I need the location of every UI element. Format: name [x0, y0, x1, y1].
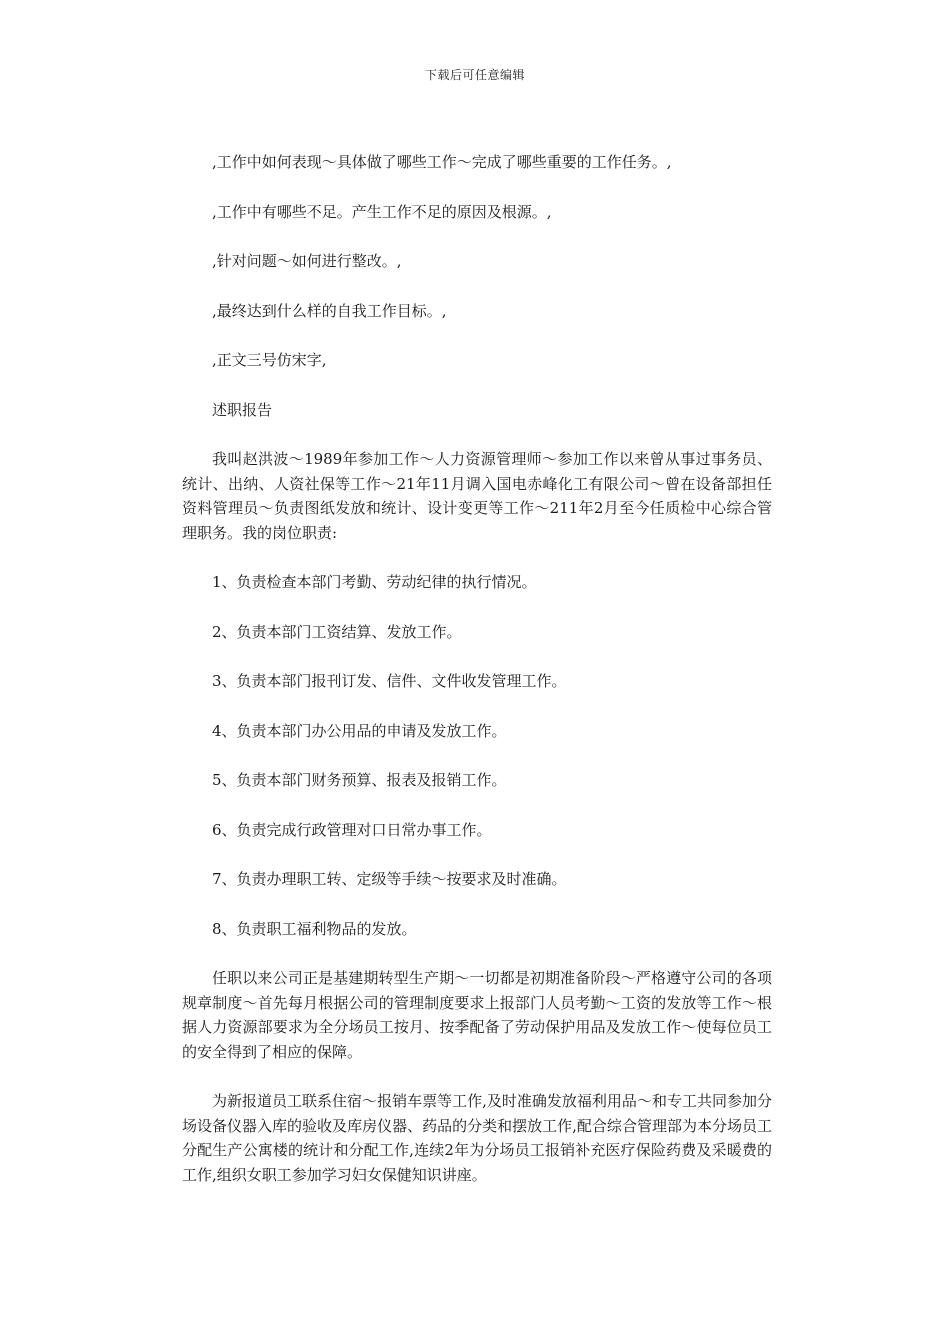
outline-line-4: ,最终达到什么样的自我工作目标。, — [212, 301, 447, 320]
duty-item-4: 4、负责本部门办公用品的申请及发放工作。 — [212, 721, 507, 740]
staff-paragraph: 为新报道员工联系住宿～报销车票等工作,及时准确发放福利用品～和专工共同参加分场设备仪器入库的验收及库房仪器、药品的分类和摆放工作,配合综合管理部为本分场员工分配生产公寓楼的统计和分配工作,连续2年为分场员工报销补充医疗保险药费及采暖费的工作,组织女职工参加学习妇女保健知识讲座。 — [182, 1092, 772, 1184]
duty-item-8: 8、负责职工福利物品的发放。 — [212, 919, 417, 938]
outline-line-3: ,针对问题～如何进行整改。, — [212, 252, 402, 270]
outline-line-1: ,工作中如何表现～具体做了哪些工作～完成了哪些重要的工作任务。, — [212, 153, 672, 171]
duty-item-6: 6、负责完成行政管理对口日常办事工作。 — [212, 820, 492, 839]
document-body — [182, 150, 772, 1212]
duty-item-2: 2、负责本部门工资结算、发放工作。 — [212, 622, 462, 641]
duty-item-3: 3、负责本部门报刊订发、信件、文件收发管理工作。 — [212, 672, 567, 690]
intro-paragraph: 我叫赵洪波～1989年参加工作～人力资源管理师～参加工作以来曾从事过事务员、统计、出纳、人资社保等工作～21年11月调入国电赤峰化工有限公司～曾在设备部担任资料管理员～负责图纸发放和统计、设计变更等工作～211年2月至今任质检中心综合管理职务。我的岗位职责: — [182, 450, 772, 542]
duty-item-7: 7、负责办理职工转、定级等手续～按要求及时准确。 — [212, 870, 567, 888]
outline-line-2: ,工作中有哪些不足。产生工作不足的原因及根源。, — [212, 202, 552, 221]
duty-item-1: 1、负责检查本部门考勤、劳动纪律的执行情况。 — [212, 573, 537, 591]
duty-item-5: 5、负责本部门财务预算、报表及报销工作。 — [212, 771, 507, 789]
report-title: 述职报告 — [212, 400, 273, 419]
page-header: 下载后可任意编辑 — [424, 68, 525, 82]
font-note: ,正文三号仿宋字, — [212, 351, 327, 369]
work-paragraph: 任职以来公司正是基建期转型生产期～一切都是初期准备阶段～严格遵守公司的各项规章制度～首先每月根据公司的管理制度要求上报部门人员考勤～工资的发放等工作～根据人力资源部要求为全分场员工按月、按季配备了劳动保护用品及发放工作～使每位员工的安全得到了相应的保障。 — [182, 969, 772, 1061]
